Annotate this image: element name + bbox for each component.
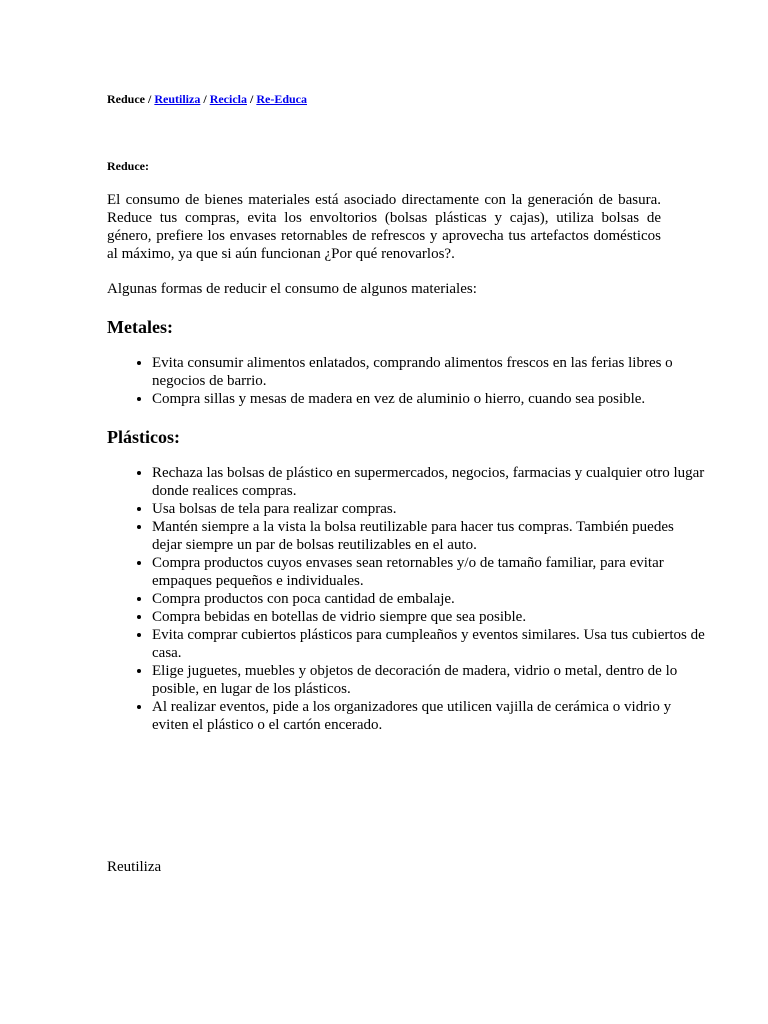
list-item: • Evita comprar cubiertos plásticos para cumpleaños y eventos similares. Usa tus cubiertos de casa. (152, 626, 706, 662)
breadcrumb (107, 91, 307, 107)
section-label-reduce: Reduce: (107, 159, 149, 173)
list-item: • Compra productos cuyos envases sean retornables y/o de tamaño familiar, para evitar empaques pequeños e individuales. (152, 554, 706, 590)
list-item: • Evita consumir alimentos enlatados, comprando alimentos frescos en las ferias libres o negocios de barrio. (152, 354, 706, 390)
list-item: • Compra bebidas en botellas de vidrio siempre que sea posible. (152, 608, 706, 626)
list-item: • Rechaza las bolsas de plástico en supermercados, negocios, farmacias y cualquier otro lugar donde realices compras. (152, 464, 706, 500)
list-item: • Mantén siempre a la vista la bolsa reutilizable para hacer tus compras. También puedes dejar siempre un par de bolsas reutilizables en el auto. (152, 518, 706, 554)
list-plasticos (107, 464, 706, 734)
intro-paragraph: El consumo de bienes materiales está asociado directamente con la generación de basura. Reduce tus compras, evita los envoltorios (bolsas plásticas y cajas), utiliza bolsas de género, prefiere los envases retornables de refrescos y aprovecha tus artefactos domésticos al máximo, ya que si aún funcionan ¿Por qué renovarlos?. (107, 192, 661, 262)
section-label-reutiliza: Reutiliza (107, 859, 162, 875)
breadcrumb-separator: / (148, 92, 152, 106)
breadcrumb-link-recicla[interactable]: Recicla (209, 92, 247, 106)
heading-metales: Metales: (107, 317, 173, 337)
heading-plasticos: Plásticos: (107, 427, 180, 447)
breadcrumb-current: Reduce (107, 92, 145, 106)
breadcrumb-separator: / (250, 92, 254, 106)
breadcrumb-separator: / (203, 92, 207, 106)
list-item: • Elige juguetes, muebles y objetos de decoración de madera, vidrio o metal, dentro de lo posible, en lugar de los plásticos. (152, 662, 706, 698)
list-metales (107, 354, 706, 408)
list-item: • Al realizar eventos, pide a los organizadores que utilicen vajilla de cerámica o vidrio y eviten el plástico o el cartón encerado. (152, 698, 706, 734)
list-item: • Compra productos con poca cantidad de embalaje. (152, 590, 706, 608)
lead-paragraph: Algunas formas de reducir el consumo de algunos materiales: (107, 281, 477, 297)
breadcrumb-link-re-educa[interactable]: Re-Educa (256, 92, 308, 106)
list-item: • Compra sillas y mesas de madera en vez de aluminio o hierro, cuando sea posible. (152, 390, 706, 408)
list-item: • Usa bolsas de tela para realizar compras. (152, 500, 706, 518)
breadcrumb-link-reutiliza[interactable]: Reutiliza (154, 92, 201, 106)
